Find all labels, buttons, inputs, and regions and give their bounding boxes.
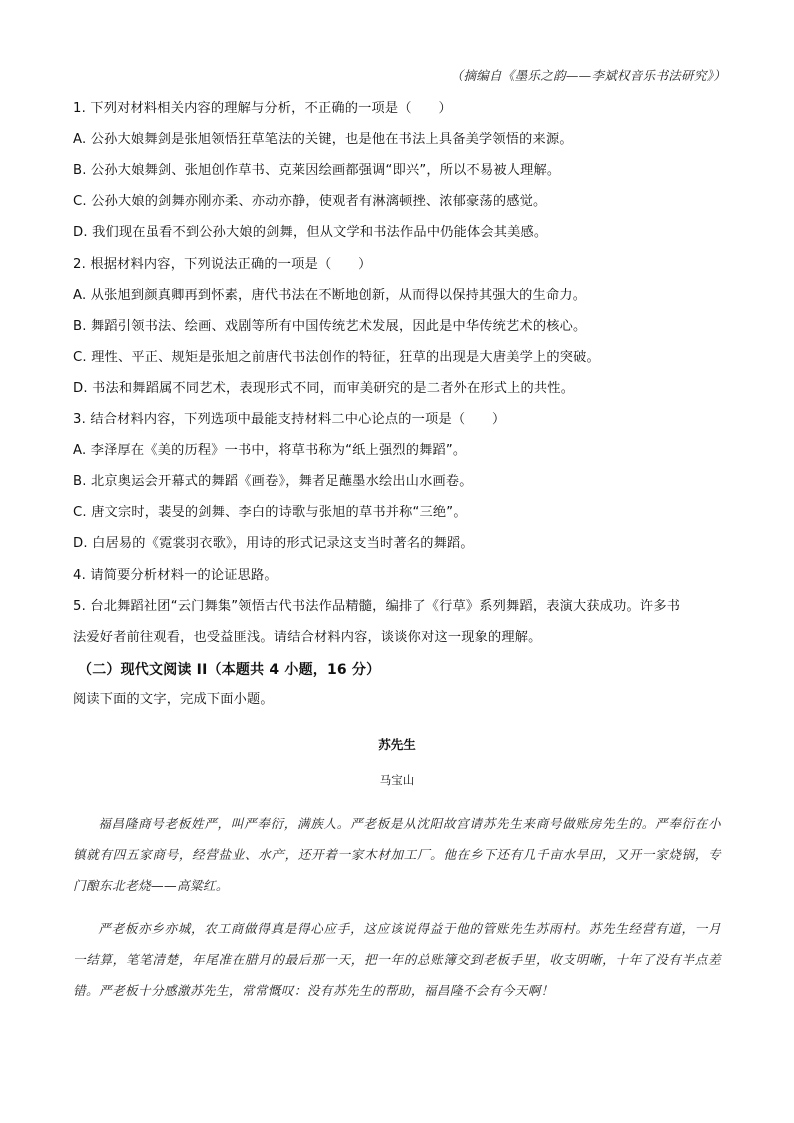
question-3-option-c: C. 唐文宗时，裴旻的剑舞、李白的诗歌与张旭的草书并称“三绝”。: [73, 505, 467, 520]
question-1-option-c: C. 公孙大娘的剑舞亦刚亦柔、亦动亦静，使观者有淋漓顿挫、浓郁豪荡的感觉。: [73, 194, 547, 209]
story-title: 苏先生: [378, 737, 416, 752]
question-1-stem: 1. 下列对材料相关内容的理解与分析，不正确的一项是（ ）: [73, 101, 452, 116]
question-2-stem: 2. 根据材料内容，下列说法正确的一项是（ ）: [73, 257, 372, 272]
question-3-stem: 3. 结合材料内容，下列选项中最能支持材料二中心论点的一项是（ ）: [73, 412, 506, 427]
question-2-option-a: A. 从张旭到颜真卿再到怀素，唐代书法在不断地创新，从而得以保持其强大的生命力。: [73, 288, 587, 303]
question-5-line-2: 法爱好者前往观看，也受益匪浅。请结合材料内容，谈谈你对这一现象的理解。: [73, 630, 542, 645]
reading-instruction: 阅读下面的文字，完成下面小题。: [73, 692, 274, 707]
story-author: 马宝山: [379, 773, 415, 787]
question-1-option-a: A. 公孙大娘舞剑是张旭领悟狂草笔法的关键，也是他在书法上具备美学领悟的来源。: [73, 132, 573, 147]
question-5-line-1: 5. 台北舞蹈社团“云门舞集”领悟古代书法作品精髓，编排了《行草》系列舞蹈，表演大获成功。许多书: [73, 599, 681, 614]
question-3-option-b: B. 北京奥运会开幕式的舞蹈《画卷》，舞者足蘸墨水绘出山水画卷。: [73, 474, 473, 489]
question-2-option-c: C. 理性、平正、规矩是张旭之前唐代书法创作的特征，狂草的出现是大唐美学上的突破。: [73, 350, 600, 365]
question-4-stem: 4. 请简要分析材料一的论证思路。: [73, 568, 278, 583]
question-1-option-b: B. 公孙大娘舞剑、张旭创作草书、克莱因绘画都强调“即兴”，所以不易被人理解。: [73, 163, 561, 178]
story-paragraph-2: 严老板亦乡亦城，农工商做得真是得心应手，这应该说得益于他的管账先生苏雨村。苏先生经营有道，一月一结算，笔笔清楚，年尾准在腊月的最后那一天，把一年的总账簿交到老板手里，收支明晰，十年了没有半点差错。严老板十分感激苏先生，常常慨叹：没有苏先生的帮助，福昌隆不会有今天啊！: [73, 921, 721, 998]
question-2-option-b: B. 舞蹈引领书法、绘画、戏剧等所有中国传统艺术发展，因此是中华传统艺术的核心。: [73, 319, 587, 334]
story-paragraph-1: 福昌隆商号老板姓严，叫严奉衍，满族人。严老板是从沈阳故宫请苏先生来商号做账房先生的。严奉衍在小镇就有四五家商号，经营盐业、水产，还开着一家木材加工厂。他在乡下还有几千亩水旱田，又开一家烧锅，专门酿东北老烧——高粱红。: [73, 816, 721, 893]
question-1-option-d: D. 我们现在虽看不到公孙大娘的剑舞，但从文学和书法作品中仍能体会其美感。: [73, 225, 548, 240]
question-2-option-d: D. 书法和舞蹈属不同艺术，表现形式不同，而审美研究的是二者外在形式上的共性。: [73, 381, 575, 396]
source-citation: （摘编自《墨乐之韵——李斌权音乐书法研究》）: [450, 68, 726, 83]
question-3-option-d: D. 白居易的《霓裳羽衣歌》，用诗的形式记录这支当时著名的舞蹈。: [73, 536, 474, 551]
question-3-option-a: A. 李泽厚在《美的历程》一书中，将草书称为“纸上强烈的舞蹈”。: [73, 443, 467, 458]
section-heading: （二）现代文阅读 II（本题共 4 小题，16 分）: [78, 662, 381, 678]
